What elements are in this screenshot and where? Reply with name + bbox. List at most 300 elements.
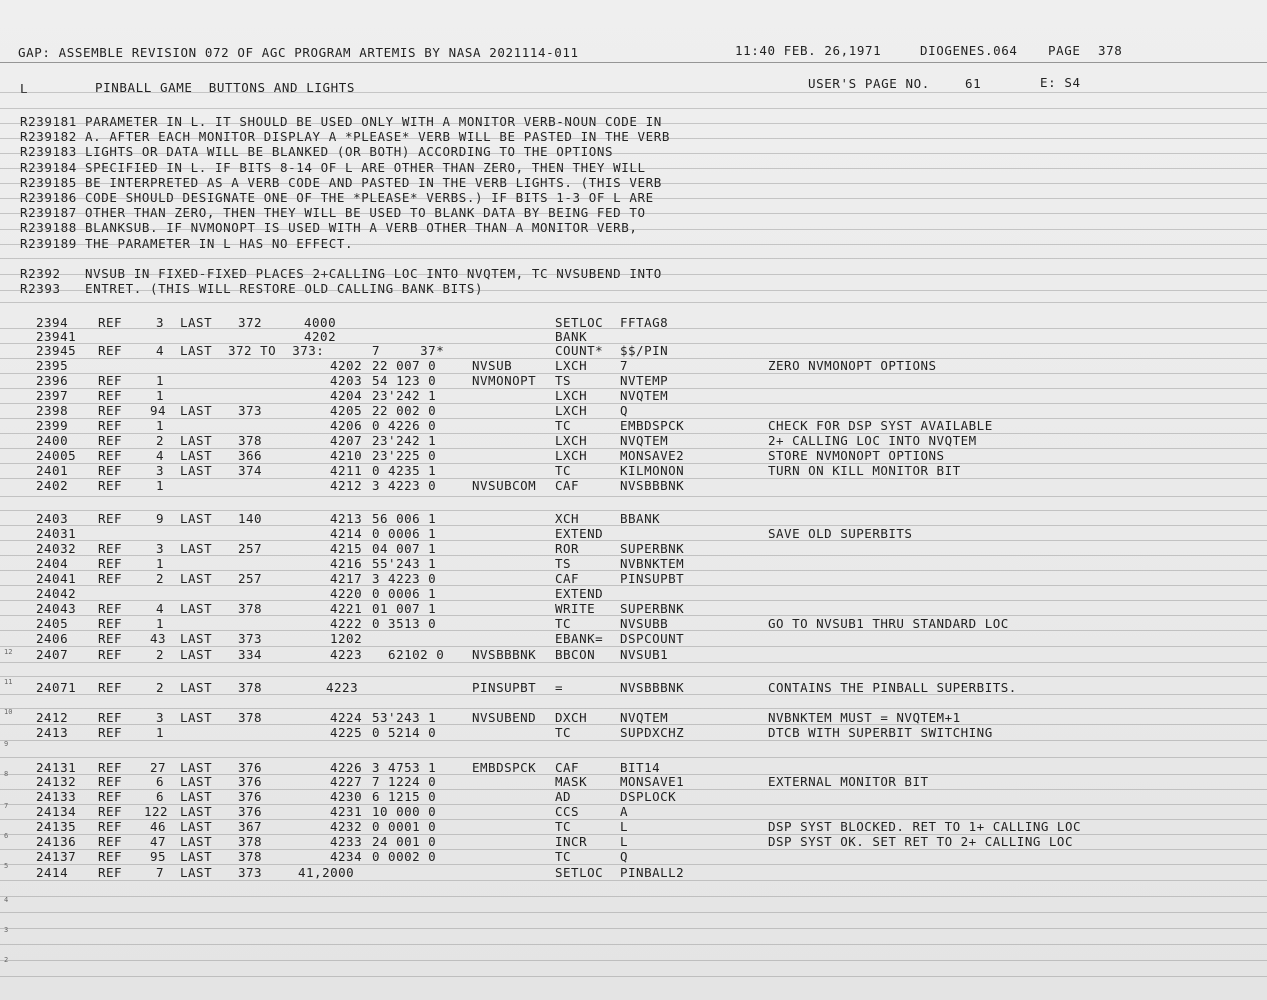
- listing-ref-count: 2: [156, 680, 165, 695]
- ruled-line: [0, 138, 1267, 139]
- ruled-line: [0, 555, 1267, 556]
- listing-octal-code: 0 0006 1: [372, 526, 437, 541]
- listing-octal-code: 23'242 1: [372, 433, 437, 448]
- listing-card-number: 24131: [36, 760, 77, 775]
- listing-ref: REF: [98, 601, 123, 616]
- listing-operand: BIT14: [620, 760, 661, 775]
- listing-location: 4215: [330, 541, 363, 556]
- listing-comment: CHECK FOR DSP SYST AVAILABLE: [768, 418, 993, 433]
- listing-card-number: 24031: [36, 526, 77, 541]
- listing-octal-code: 22 007 0: [372, 358, 437, 373]
- listing-comment: EXTERNAL MONITOR BIT: [768, 774, 929, 789]
- listing-comment: DTCB WITH SUPERBIT SWITCHING: [768, 725, 993, 740]
- ruled-line: [0, 928, 1267, 929]
- listing-card-number: 2406: [36, 631, 69, 646]
- listing-ref: REF: [98, 849, 123, 864]
- listing-opcode: WRITE: [555, 601, 596, 616]
- listing-opcode: BBCON: [555, 647, 596, 662]
- listing-card-number: 24136: [36, 834, 77, 849]
- listing-ref: REF: [98, 774, 123, 789]
- listing-operand: NVQTEM: [620, 388, 669, 403]
- listing-ref-count: 9: [156, 511, 165, 526]
- ruled-line: [0, 290, 1267, 291]
- listing-card-number: 2401: [36, 463, 69, 478]
- listing-opcode: EXTEND: [555, 526, 604, 541]
- remark-line: R239188 BLANKSUB. IF NVMONOPT IS USED WITH A VERB OTHER THAN A MONITOR VERB,: [20, 220, 638, 236]
- listing-ref: REF: [98, 834, 123, 849]
- listing-card-number: 24133: [36, 789, 77, 804]
- ruled-line: [0, 960, 1267, 961]
- listing-ref-count: 122: [144, 804, 169, 819]
- ruled-line: [0, 834, 1267, 835]
- listing-last-page: 378: [238, 710, 263, 725]
- listing-card-number: 2394: [36, 315, 69, 330]
- listing-ref: REF: [98, 571, 123, 586]
- listing-last-label: LAST: [180, 804, 213, 819]
- listing-last-page: 376: [238, 760, 263, 775]
- listing-label: PINSUPBT: [472, 680, 537, 695]
- listing-last-page: 366: [238, 448, 263, 463]
- listing-ref: REF: [98, 725, 123, 740]
- listing-ref: REF: [98, 448, 123, 463]
- listing-location: 4232: [330, 819, 363, 834]
- listing-ref: REF: [98, 541, 123, 556]
- listing-card-number: 24042: [36, 586, 77, 601]
- listing-operand: KILMONON: [620, 463, 685, 478]
- listing-opcode: INCR: [555, 834, 588, 849]
- listing-last-page: 373: [238, 865, 263, 880]
- listing-ref-count: 1: [156, 418, 165, 433]
- listing-location: 4211: [330, 463, 363, 478]
- listing-opcode: DXCH: [555, 710, 588, 725]
- listing-card-number: 24041: [36, 571, 77, 586]
- section-title: PINBALL GAME BUTTONS AND LIGHTS: [95, 80, 356, 95]
- listing-ref-count: 95: [150, 849, 167, 864]
- listing-opcode: AD: [555, 789, 572, 804]
- listing-last-page: 373: [238, 631, 263, 646]
- remark-line: R239184 SPECIFIED IN L. IF BITS 8-14 OF L ARE OTHER THAN ZERO, THEN THEY WILL: [20, 159, 646, 175]
- ruled-line: [0, 478, 1267, 479]
- ruled-line: [0, 168, 1267, 169]
- ruled-line: [0, 615, 1267, 616]
- listing-opcode: SETLOC: [555, 865, 604, 880]
- listing-location: 4226: [330, 760, 363, 775]
- ruled-line: [0, 525, 1267, 526]
- listing-operand: MONSAVE1: [620, 774, 685, 789]
- ruled-line: [0, 880, 1267, 881]
- listing-opcode: COUNT*: [555, 343, 604, 358]
- listing-last-page: 140: [238, 511, 263, 526]
- listing-octal-code: 3 4223 0: [372, 571, 437, 586]
- listing-opcode: CAF: [555, 760, 580, 775]
- listing-card-number: 24134: [36, 804, 77, 819]
- header-title: GAP: ASSEMBLE REVISION 072 OF AGC PROGRAM ARTEMIS BY NASA 2021114-011: [18, 45, 579, 60]
- ruled-line: [0, 724, 1267, 725]
- listing-comment: ZERO NVMONOPT OPTIONS: [768, 358, 937, 373]
- listing-opcode: LXCH: [555, 403, 588, 418]
- listing-opcode: TC: [555, 849, 572, 864]
- listing-card-number: 23945: [36, 343, 77, 358]
- listing-ref-count: 4: [156, 601, 165, 616]
- listing-last-page: 372 TO 373:: [228, 343, 325, 358]
- ruled-line: [0, 976, 1267, 977]
- listing-last-page: 378: [238, 834, 263, 849]
- listing-ref-count: 2: [156, 433, 165, 448]
- listing-last-page: 257: [238, 541, 263, 556]
- margin-mark: 3: [4, 926, 9, 934]
- listing-ref: REF: [98, 343, 123, 358]
- listing-octal-code: 3 4223 0: [372, 478, 437, 493]
- listing-octal-code: 56 006 1: [372, 511, 437, 526]
- listing-ref-count: 2: [156, 571, 165, 586]
- listing-comment: TURN ON KILL MONITOR BIT: [768, 463, 961, 478]
- ruled-line: [0, 630, 1267, 631]
- listing-opcode: SETLOC: [555, 315, 604, 330]
- ruled-line: [0, 819, 1267, 820]
- listing-ref: REF: [98, 710, 123, 725]
- listing-last-label: LAST: [180, 343, 213, 358]
- listing-location: 4225: [330, 725, 363, 740]
- subheader-rule: [0, 92, 1267, 93]
- listing-last-label: LAST: [180, 819, 213, 834]
- listing-last-page: 373: [238, 403, 263, 418]
- listing-opcode: MASK: [555, 774, 588, 789]
- listing-last-page: 372: [238, 315, 263, 330]
- listing-last-page: 378: [238, 849, 263, 864]
- listing-ref-count: 1: [156, 556, 165, 571]
- listing-opcode: =: [555, 680, 564, 695]
- listing-card-number: 2402: [36, 478, 69, 493]
- listing-operand: Q: [620, 403, 629, 418]
- remark-line: R239189 THE PARAMETER IN L HAS NO EFFECT.: [20, 235, 354, 251]
- listing-operand: DSPCOUNT: [620, 631, 685, 646]
- listing-card-number: 23941: [36, 329, 77, 344]
- margin-mark: 6: [4, 832, 9, 840]
- listing-ref-count: 4: [156, 343, 165, 358]
- listing-ref: REF: [98, 819, 123, 834]
- listing-ref-count: 3: [156, 463, 165, 478]
- subheader-flag: L: [20, 81, 29, 96]
- listing-card-number: 2412: [36, 710, 69, 725]
- listing-card-number: 24005: [36, 448, 77, 463]
- listing-location: 4205: [330, 403, 363, 418]
- listing-ref: REF: [98, 647, 123, 662]
- listing-last-page: 378: [238, 601, 263, 616]
- listing-opcode: TC: [555, 819, 572, 834]
- listing-ref-count: 1: [156, 616, 165, 631]
- listing-card-number: 2397: [36, 388, 69, 403]
- listing-ref: REF: [98, 865, 123, 880]
- listing-location: 4203: [330, 373, 363, 388]
- listing-ref: REF: [98, 373, 123, 388]
- listing-comment: 2+ CALLING LOC INTO NVQTEM: [768, 433, 977, 448]
- listing-ref: REF: [98, 403, 123, 418]
- listing-location: 4216: [330, 556, 363, 571]
- listing-location: 4212: [330, 478, 363, 493]
- ruled-line: [0, 740, 1267, 741]
- listing-location: 4210: [330, 448, 363, 463]
- listing-octal-code: 0 4235 1: [372, 463, 437, 478]
- listing-octal-code: 24 001 0: [372, 834, 437, 849]
- listing-location: 4230: [330, 789, 363, 804]
- ruled-line: [0, 944, 1267, 945]
- listing-last-label: LAST: [180, 865, 213, 880]
- listing-octal-code: 0 0002 0: [372, 849, 437, 864]
- listing-card-number: 24137: [36, 849, 77, 864]
- listing-ref: REF: [98, 463, 123, 478]
- ruled-line: [0, 662, 1267, 663]
- listing-opcode: LXCH: [555, 358, 588, 373]
- listing-card-number: 24135: [36, 819, 77, 834]
- listing-operand: Q: [620, 849, 629, 864]
- listing-ref: REF: [98, 616, 123, 631]
- ruled-line: [0, 123, 1267, 124]
- listing-location: 4220: [330, 586, 363, 601]
- listing-last-label: LAST: [180, 789, 213, 804]
- listing-card-number: 24043: [36, 601, 77, 616]
- margin-mark: 11: [4, 678, 13, 686]
- listing-operand: NVSUB1: [620, 647, 669, 662]
- listing-location: 41,2000: [298, 865, 355, 880]
- listing-opcode: LXCH: [555, 448, 588, 463]
- listing-opcode: LXCH: [555, 388, 588, 403]
- ruled-line: [0, 418, 1267, 419]
- listing-location: 4000: [304, 315, 337, 330]
- listing-last-page: 334: [238, 647, 263, 662]
- remark-line: R239185 BE INTERPRETED AS A VERB CODE AND PASTED IN THE VERB LIGHTS. (THIS VERB: [20, 174, 662, 190]
- ruled-line: [0, 849, 1267, 850]
- remark-line: R239182 A. AFTER EACH MONITOR DISPLAY A *PLEASE* VERB WILL BE PASTED IN THE VERB: [20, 129, 671, 145]
- listing-ref-count: 3: [156, 541, 165, 556]
- listing-operand: NVSUBB: [620, 616, 669, 631]
- ruled-line: [0, 585, 1267, 586]
- ruled-line: [0, 343, 1267, 344]
- ruled-line: [0, 433, 1267, 434]
- margin-mark: 9: [4, 740, 9, 748]
- listing-octal-code: 53'243 1: [372, 710, 437, 725]
- listing-card-number: 2403: [36, 511, 69, 526]
- listing-ref: REF: [98, 315, 123, 330]
- listing-label: NVSBBBNK: [472, 647, 537, 662]
- listing-last-label: LAST: [180, 849, 213, 864]
- listing-operand: SUPDXCHZ: [620, 725, 685, 740]
- remark-line: R239181 PARAMETER IN L. IT SHOULD BE USED ONLY WITH A MONITOR VERB-NOUN CODE IN: [20, 114, 662, 129]
- ruled-line: [0, 757, 1267, 758]
- listing-ref: REF: [98, 418, 123, 433]
- listing-last-page: 376: [238, 804, 263, 819]
- listing-label: NVSUBEND: [472, 710, 537, 725]
- listing-octal-code: 23'225 0: [372, 448, 437, 463]
- ruled-line: [0, 774, 1267, 775]
- listing-operand: A: [620, 804, 629, 819]
- listing-operand: NVSBBBNK: [620, 478, 685, 493]
- margin-mark: 12: [4, 648, 13, 656]
- listing-ref: REF: [98, 804, 123, 819]
- listing-ref-count: 27: [150, 760, 167, 775]
- ruled-line: [0, 183, 1267, 184]
- listing-last-page: 374: [238, 463, 263, 478]
- users-page-number: 61: [965, 76, 982, 91]
- ruled-line: [0, 496, 1267, 497]
- listing-ref: REF: [98, 760, 123, 775]
- listing-last-label: LAST: [180, 315, 213, 330]
- listing-operand: L: [620, 834, 629, 849]
- listing-operand: NVQTEM: [620, 710, 669, 725]
- ruled-line: [0, 570, 1267, 571]
- listing-ref-count: 3: [156, 710, 165, 725]
- ruled-line: [0, 358, 1267, 359]
- listing-ref: REF: [98, 631, 123, 646]
- listing-opcode: XCH: [555, 511, 580, 526]
- listing-octal-code: 62102 0: [372, 647, 445, 662]
- ruled-line: [0, 153, 1267, 154]
- ruled-line: [0, 694, 1267, 695]
- ruled-line: [0, 708, 1267, 709]
- ruled-line: [0, 274, 1267, 275]
- listing-location: 4221: [330, 601, 363, 616]
- listing-ref-count: 7: [156, 865, 165, 880]
- listing-last-page: 376: [238, 789, 263, 804]
- listing-location: 4206: [330, 418, 363, 433]
- listing-octal-code: 23'242 1: [372, 388, 437, 403]
- margin-mark: 2: [4, 956, 9, 964]
- listing-operand: MONSAVE2: [620, 448, 685, 463]
- header-page-label: PAGE: [1048, 43, 1081, 58]
- listing-last-page: 376: [238, 774, 263, 789]
- ruled-line: [0, 804, 1267, 805]
- listing-ref-count: 6: [156, 789, 165, 804]
- listing-comment: CONTAINS THE PINBALL SUPERBITS.: [768, 680, 1017, 695]
- ruled-line: [0, 403, 1267, 404]
- listing-octal-code: 01 007 1: [372, 601, 437, 616]
- listing-card-number: 2405: [36, 616, 69, 631]
- listing-ref: REF: [98, 388, 123, 403]
- margin-mark: 8: [4, 770, 9, 778]
- listing-ref-count: 2: [156, 647, 165, 662]
- listing-card-number: 2414: [36, 865, 69, 880]
- listing-comment: GO TO NVSUB1 THRU STANDARD LOC: [768, 616, 1009, 631]
- listing-opcode: BANK: [555, 329, 588, 344]
- listing-octal-code: 22 002 0: [372, 403, 437, 418]
- remark-line: R2392 NVSUB IN FIXED-FIXED PLACES 2+CALLING LOC INTO NVQTEM, TC NVSUBEND INTO: [20, 266, 662, 281]
- listing-card-number: 2399: [36, 418, 69, 433]
- listing-ref-count: 3: [156, 315, 165, 330]
- listing-label: NVMONOPT: [472, 373, 537, 388]
- listing-last-label: LAST: [180, 571, 213, 586]
- listing-octal-code: 6 1215 0: [372, 789, 437, 804]
- listing-location: 4217: [330, 571, 363, 586]
- ruled-line: [0, 448, 1267, 449]
- listing-opcode: CCS: [555, 804, 580, 819]
- listing-last-label: LAST: [180, 710, 213, 725]
- listing-ref: REF: [98, 478, 123, 493]
- listing-card-number: 2413: [36, 725, 69, 740]
- ruled-line: [0, 388, 1267, 389]
- listing-operand: NVQTEM: [620, 433, 669, 448]
- listing-operand: L: [620, 819, 629, 834]
- edition-mark: E: S4: [1040, 75, 1081, 90]
- ruled-line: [0, 373, 1267, 374]
- ruled-line: [0, 463, 1267, 464]
- listing-octal-code: 0 0001 0: [372, 819, 437, 834]
- ruled-line: [0, 510, 1267, 511]
- listing-card-number: 2407: [36, 647, 69, 662]
- listing-ref-count: 94: [150, 403, 167, 418]
- listing-opcode: LXCH: [555, 433, 588, 448]
- listing-last-label: LAST: [180, 511, 213, 526]
- listing-octal-code: 0 5214 0: [372, 725, 437, 740]
- ruled-line: [0, 229, 1267, 230]
- header-page-number: 378: [1098, 43, 1123, 58]
- ruled-line: [0, 864, 1267, 865]
- listing-operand: PINSUPBT: [620, 571, 685, 586]
- listing-card-number: 2404: [36, 556, 69, 571]
- listing-location: 4223: [330, 647, 363, 662]
- listing-last-label: LAST: [180, 631, 213, 646]
- listing-card-number: 2396: [36, 373, 69, 388]
- ruled-line: [0, 789, 1267, 790]
- listing-opcode: TC: [555, 418, 572, 433]
- listing-comment: DSP SYST OK. SET RET TO 2+ CALLING LOC: [768, 834, 1073, 849]
- listing-opcode: EBANK=: [555, 631, 604, 646]
- listing-opcode: TS: [555, 556, 572, 571]
- listing-location: 4207: [330, 433, 363, 448]
- listing-last-label: LAST: [180, 680, 213, 695]
- ruled-line: [0, 912, 1267, 913]
- listing-operand: SUPERBNK: [620, 541, 685, 556]
- listing-ref-count: 1: [156, 373, 165, 388]
- listing-last-label: LAST: [180, 834, 213, 849]
- listing-opcode: TC: [555, 616, 572, 631]
- listing-ref-count: 47: [150, 834, 167, 849]
- listing-operand: NVSBBBNK: [620, 680, 685, 695]
- listing-opcode: TC: [555, 725, 572, 740]
- listing-operand: NVTEMP: [620, 373, 669, 388]
- listing-ref: REF: [98, 433, 123, 448]
- listing-last-page: 257: [238, 571, 263, 586]
- listing-location: 4222: [330, 616, 363, 631]
- listing-last-page: 367: [238, 819, 263, 834]
- listing-ref: REF: [98, 511, 123, 526]
- users-page-label: USER'S PAGE NO.: [808, 76, 930, 91]
- listing-ref-count: 1: [156, 478, 165, 493]
- listing-operand: FFTAG8: [620, 315, 669, 330]
- listing-location: 4202: [330, 358, 363, 373]
- listing-opcode: CAF: [555, 478, 580, 493]
- listing-location: 4204: [330, 388, 363, 403]
- listing-label: NVSUB: [472, 358, 513, 373]
- listing-comment: STORE NVMONOPT OPTIONS: [768, 448, 945, 463]
- header-operator: DIOGENES.064: [920, 43, 1018, 58]
- listing-operand: SUPERBNK: [620, 601, 685, 616]
- ruled-line: [0, 108, 1267, 109]
- listing-last-label: LAST: [180, 433, 213, 448]
- listing-ref: REF: [98, 789, 123, 804]
- listing-octal-code: 04 007 1: [372, 541, 437, 556]
- listing-label: NVSUBCOM: [472, 478, 537, 493]
- listing-octal-code: 10 000 0: [372, 804, 437, 819]
- listing-octal-code: 0 3513 0: [372, 616, 437, 631]
- listing-location: 4231: [330, 804, 363, 819]
- margin-mark: 10: [4, 708, 13, 716]
- listing-operand: EMBDSPCK: [620, 418, 685, 433]
- remark-line: R239186 CODE SHOULD DESIGNATE ONE OF THE *PLEASE* VERBS.) IF BITS 1-3 OF L ARE: [20, 190, 654, 205]
- remark-line: R239183 LIGHTS OR DATA WILL BE BLANKED (OR BOTH) ACCORDING TO THE OPTIONS: [20, 144, 614, 160]
- listing-comment: DSP SYST BLOCKED. RET TO 1+ CALLING LOC: [768, 819, 1081, 834]
- remark-line: R2393 ENTRET. (THIS WILL RESTORE OLD CALLING BANK BITS): [20, 281, 484, 296]
- listing-ref: REF: [98, 556, 123, 571]
- listing-comment: SAVE OLD SUPERBITS: [768, 526, 913, 541]
